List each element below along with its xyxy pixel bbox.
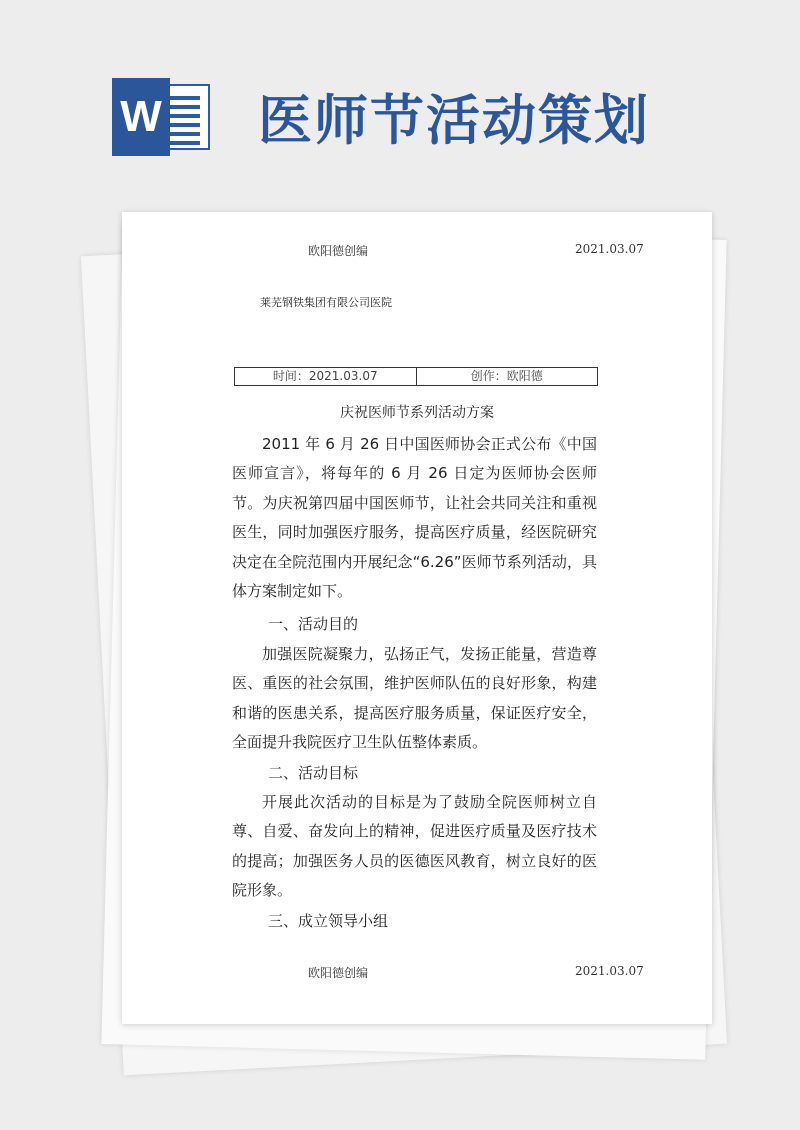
section-heading-goal: 二、活动目标	[268, 764, 359, 782]
meta-author-cell: 创作：欧阳德	[416, 368, 598, 385]
section-heading-purpose: 一、活动目的	[268, 615, 359, 633]
page-header-date: 2021.03.07	[575, 242, 644, 256]
section-paragraph-purpose: 加强医院凝聚力，弘扬正气，发扬正能量，营造尊医、重医的社会氛围，维护医师队伍的良好形象，构建和谐的医患关系，提高医疗服务质量，保证医疗安全，全面提升我院医疗卫生队伍整体素质。	[232, 645, 597, 752]
company-name: 莱芜钢铁集团有限公司医院	[260, 296, 392, 309]
page-footer-author: 欧阳德创编	[308, 966, 369, 980]
banner-title: 医师节活动策划	[258, 88, 650, 152]
document-title: 庆祝医师节系列活动方案	[340, 405, 494, 421]
intro-paragraph: 2011 年 6 月 26 日中国医师协会正式公布《中国医师宣言》，将每年的 6 月 26 日定为医师协会医师节。为庆祝第四届中国医师节，让社会共同关注和重视医生，同时加强医疗服务，提高医疗质量，经医院研究决定在全院范围内开展纪念“6.26”医师节系列活动，具体方案制定如下。	[232, 435, 597, 601]
word-w-letter: W	[112, 78, 170, 156]
page-header-author: 欧阳德创编	[308, 244, 369, 258]
meta-time-cell: 时间：2021.03.07	[272, 369, 378, 383]
banner	[0, 0, 800, 200]
page-footer-date: 2021.03.07	[575, 964, 644, 978]
word-doc-icon	[112, 78, 212, 156]
section-paragraph-goal: 开展此次活动的目标是为了鼓励全院医师树立自尊、自爱、奋发向上的精神，促进医疗质量及医疗技术的提高；加强医务人员的医德医风教育，树立良好的医院形象。	[232, 793, 597, 900]
section-heading-leadership: 三、成立领导小组	[268, 912, 389, 930]
document-page	[122, 212, 712, 1024]
meta-table	[234, 367, 598, 386]
